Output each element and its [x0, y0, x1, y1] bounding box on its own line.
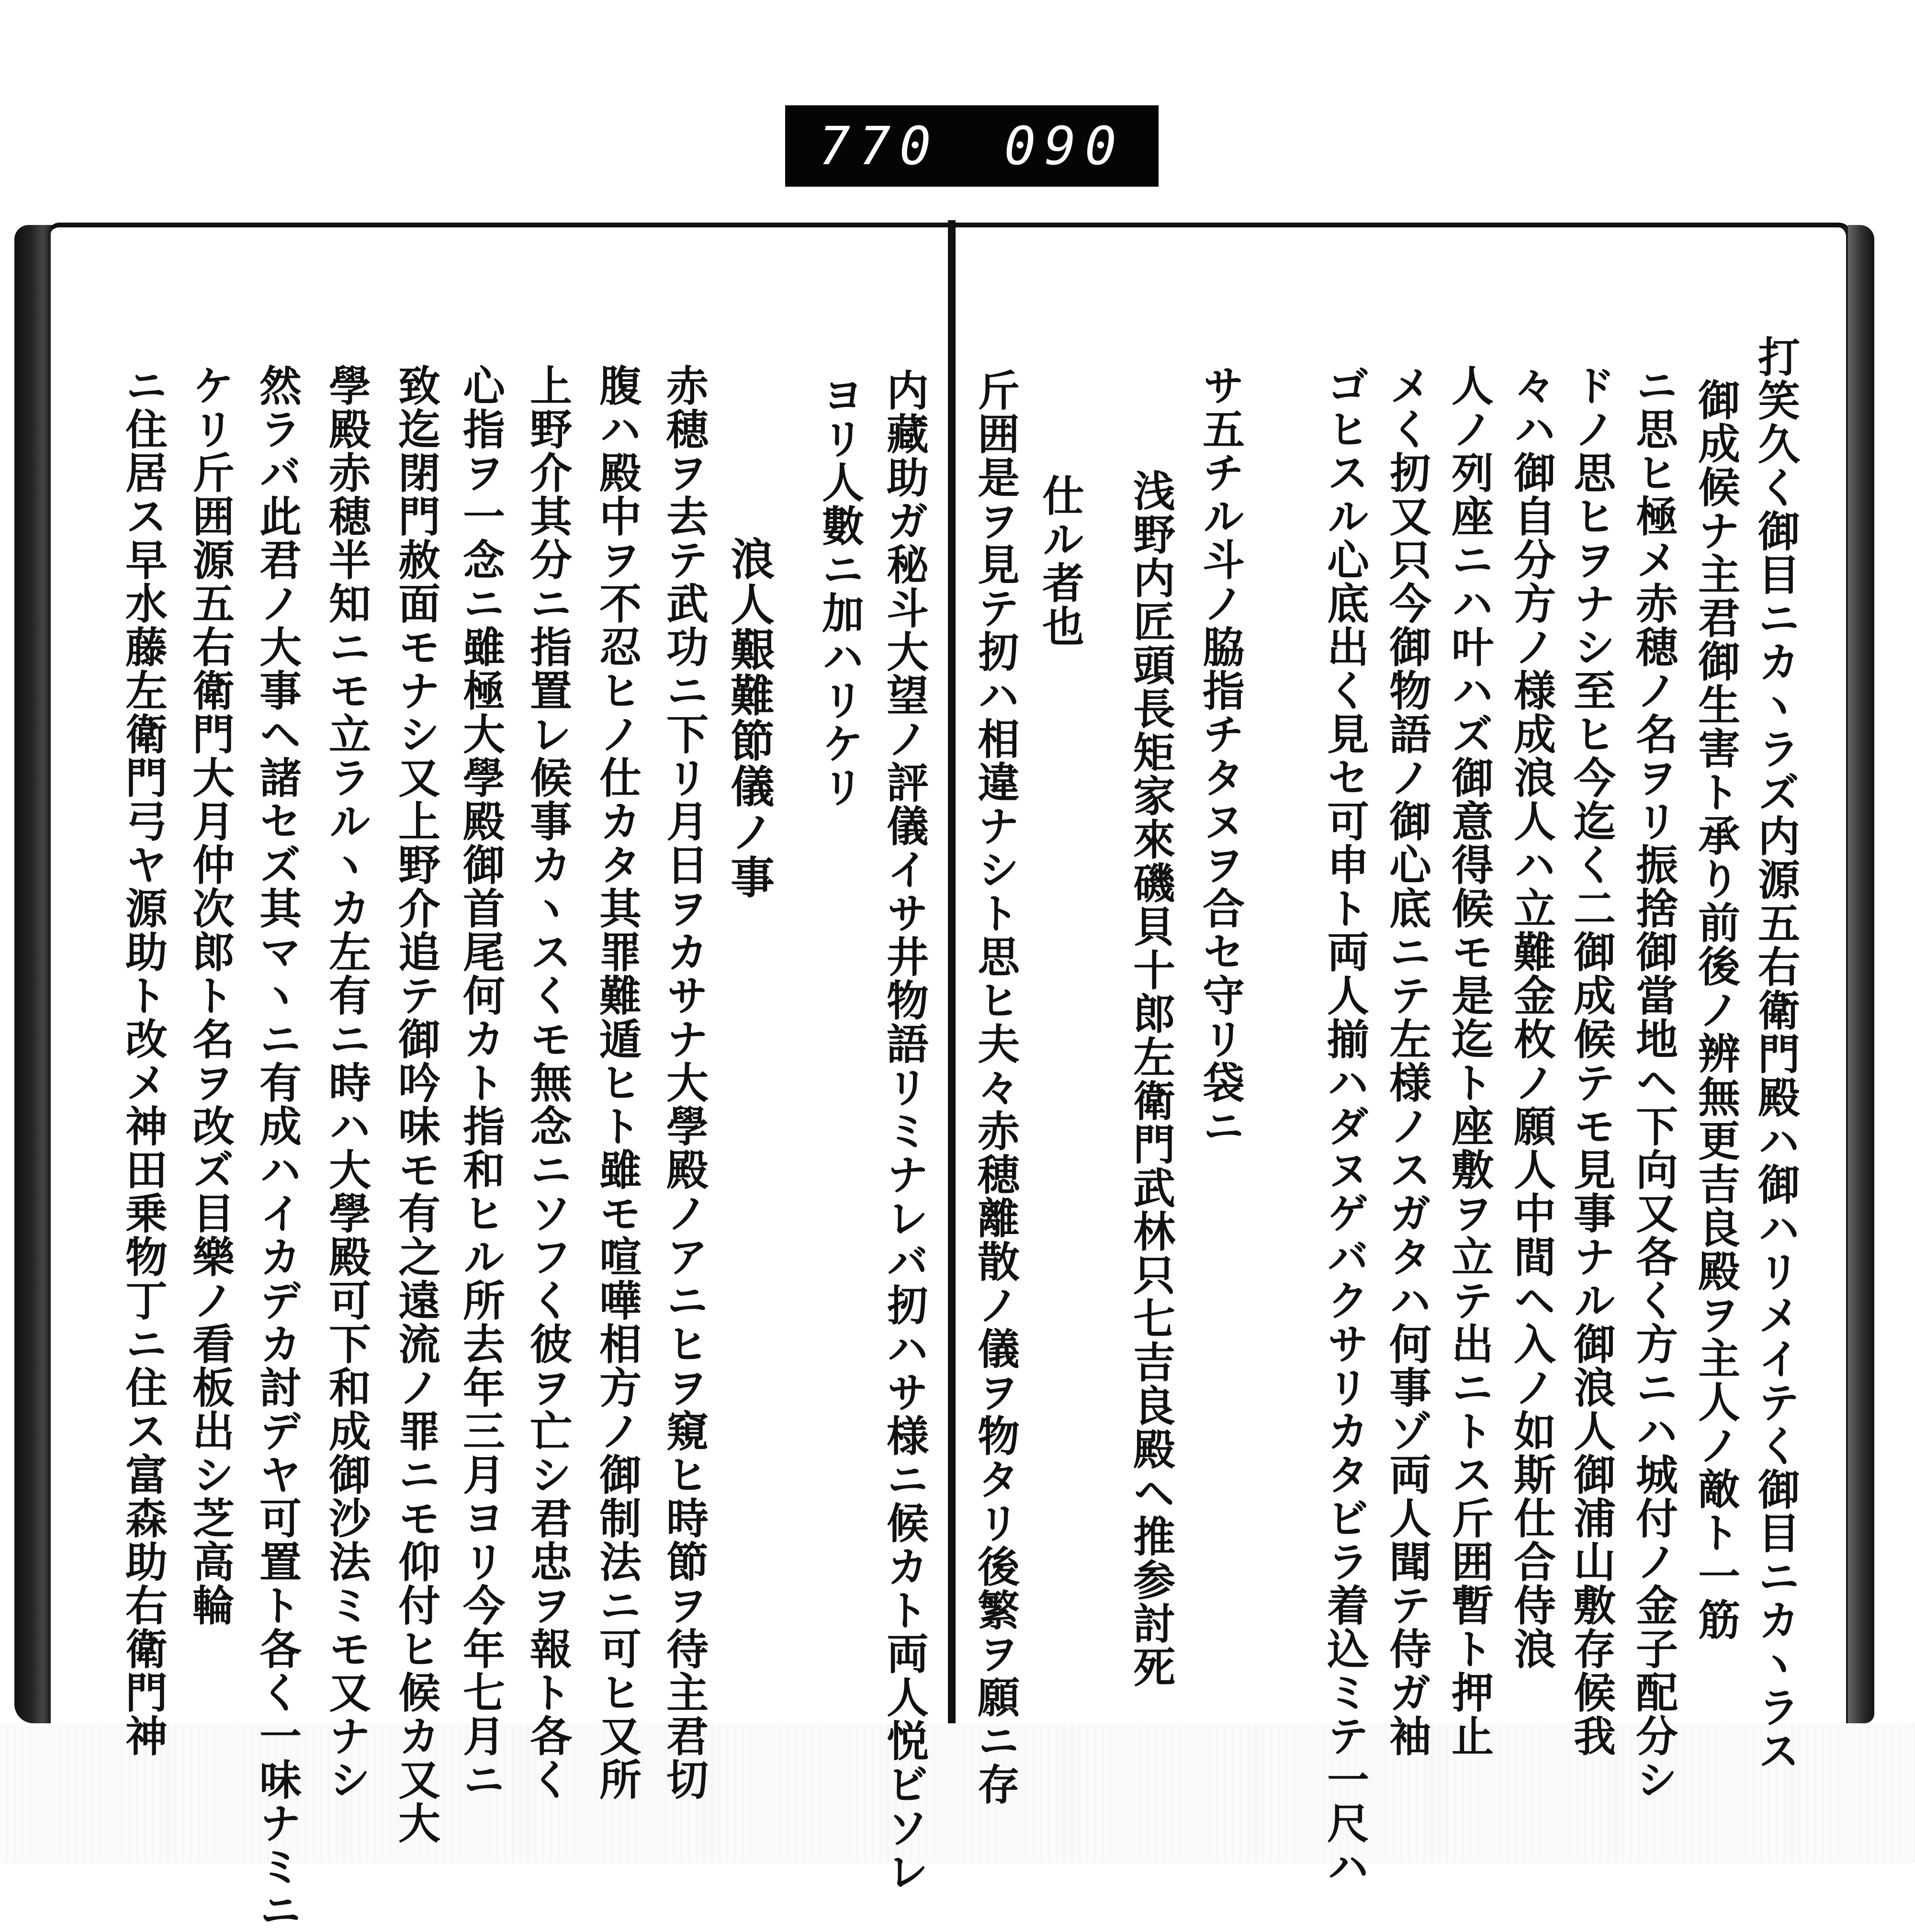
right-page-line: ニ思ヒ極メ赤穂ノ名ヲリ振捨御當地ヘ下向又各く方ニハ城付ノ金子配分シ — [1629, 364, 1679, 1801]
frame-number-plate — [785, 105, 1159, 187]
right-page-line: 打笑久く御目ニカヽラズ内源五右衛門殿ハ御ハリメイテく御目ニカヽラス — [1751, 335, 1801, 1773]
right-page-line: 々ハ御自分方ノ様成浪人ハ立難金枚ノ願人中間ヘ入ノ如斯仕合侍浪 — [1507, 364, 1557, 1671]
left-page-line: 心指ヲ一念ニ雖極大學殿御首尾何カト指和ヒル所去年三月ヨリ今年七月ニ — [456, 364, 506, 1801]
book-edge-right — [1848, 225, 1874, 1723]
right-page-line: ゴヒスル心底出く見セ可申ト両人揃ハダヌゲバクサリカタビラ着込ミテ一尺ハ — [1320, 364, 1370, 1888]
right-page-line: ドノ思ヒヲナシ至ヒ今迄く二御成候テモ見事ナル御浪人御浦山敷存候我 — [1567, 364, 1617, 1758]
right-page-line: 仕ル者也 — [1036, 474, 1085, 648]
section-heading: 浪人艱難節儀ノ事 — [723, 536, 775, 900]
left-page-line: 致迄閉門赦面モナシ又上野介追テ御吟味モ有之遠流ノ罪ニモ仰付ヒ候カ又大 — [392, 364, 441, 1845]
frame-number-left: 770 — [819, 115, 940, 177]
right-page-line: 浅野内匠頭長矩家來磯貝十郎左衛門武林只七吉良殿ヘ推参討死 — [1126, 469, 1176, 1689]
right-page-line: 御成候ナ主君御生害ト承り前後ノ辨無更吉良殿ヲ主人ノ敵ト一筋 — [1691, 378, 1741, 1641]
right-page-line: 人ノ列座ニハ叶ハズ御意得候モ是迄ト座敷ヲ立テ出ニトス斤囲暫ト押止 — [1445, 364, 1495, 1758]
left-page-line: 内藏助ガ秘斗大望ノ評儀イサ井物語リミナレバ扨ハサ様ニ候カト両人悦ビソレ — [880, 369, 930, 1893]
left-page-line: 腹ハ殿中ヲ不忍ヒノ仕カタ其罪難遁ヒト雖モ喧嘩相方ノ御制法ニ可ヒ又所 — [593, 364, 642, 1801]
left-page-line: 學殿赤穂半知ニモ立ラルヽカ左有ニ時ハ大學殿可下和成御沙法ミモ又ナシ — [322, 364, 372, 1801]
right-page-line: メく扨又只今御物語ノ御心底ニテ左様ノスガタハ何事ゾ両人聞テ侍ガ袖 — [1383, 364, 1432, 1758]
left-page-line: ヨリ人數ニ加ハリケリ — [815, 373, 865, 809]
left-page-line: ケリ斤囲源五右衛門大月仲次郎ト名ヲ改ズ目樂ノ看板出シ芝高輪 — [186, 364, 236, 1627]
left-page-line: 上野介其分ニ指置レ候事カヽスくモ無念ニソフく彼ヲ亡シ君忠ヲ報ト各く — [523, 364, 573, 1801]
right-page-line: サ五チル斗ノ脇指チタヌヲ合セ守リ袋ニ — [1196, 364, 1246, 1148]
left-page-line: ニ住居ス早水藤左衛門弓ヤ源助ト改メ神田乗物丁ニ住ス富森助右衛門神 — [119, 364, 169, 1758]
frame-number-right: 090 — [1004, 115, 1125, 177]
right-page-line: 斤囲是ヲ見テ扨ハ相違ナシト思ヒ夫々赤穂離散ノ儀ヲ物タリ後繁ヲ願ニ存 — [971, 369, 1021, 1806]
left-page-line: 赤穂ヲ去テ武功ニ下リ月日ヲカサナ大學殿ノアニヒヲ窺ヒ時節ヲ待主君切 — [660, 364, 710, 1801]
book-gutter — [948, 220, 956, 1863]
left-page-line: 然ラバ此君ノ大事ヘ諸セズ其マヽニ有成ハイカデカ討デヤ可置ト各く一味ナミニ — [253, 364, 303, 1932]
